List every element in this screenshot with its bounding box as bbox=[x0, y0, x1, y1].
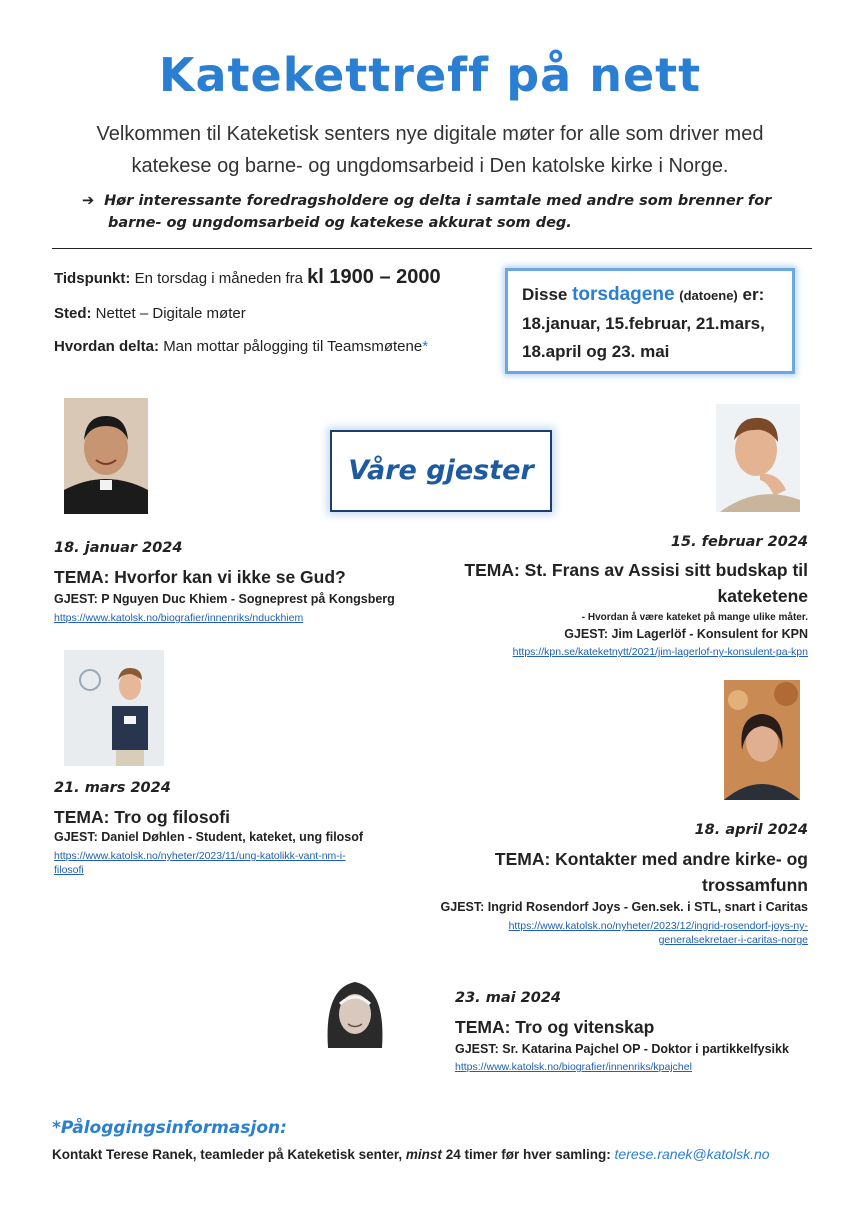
session-2-tema-line-2: kateketene bbox=[717, 586, 808, 606]
info-place-text: Nettet – Digitale møter bbox=[95, 305, 246, 322]
dates-prefix: Disse bbox=[522, 285, 568, 304]
session-4-date: 18. april 2024 bbox=[694, 822, 808, 838]
intro-line-2: katekese og barne- og ungdomsarbeid i Den katolske kirke i Norge. bbox=[131, 155, 729, 177]
guest-photo-5 bbox=[318, 968, 392, 1048]
session-1-link[interactable]: https://www.katolsk.no/biografier/innenriks/nduckhiem bbox=[54, 612, 304, 624]
session-4-link-line-2[interactable]: generalsekretaer-i-caritas-norge bbox=[658, 934, 808, 946]
highlight-line-2: barne- og ungdomsarbeid og katekese akkurat som deg. bbox=[108, 215, 572, 231]
highlight-text bbox=[82, 190, 802, 234]
info-time-label: Tidspunkt: bbox=[54, 270, 131, 287]
session-1-date: 18. januar 2024 bbox=[54, 540, 183, 556]
guests-heading: Våre gjester bbox=[330, 430, 552, 512]
session-4-tema bbox=[408, 846, 808, 898]
arrow-right-icon: ➔ bbox=[82, 193, 95, 209]
session-5-link[interactable]: https://www.katolsk.no/biografier/innenriks/kpajchel bbox=[455, 1061, 692, 1073]
guest-photo-1 bbox=[64, 398, 148, 514]
info-time-text: En torsdag i måneden fra bbox=[134, 270, 303, 287]
session-2-link[interactable]: https://kpn.se/kateketnytt/2021/jim-lagerlof-ny-konsulent-pa-kpn bbox=[512, 646, 808, 658]
session-3-link-line-2[interactable]: filosofi bbox=[54, 864, 84, 876]
session-3-link-line-1[interactable]: https://www.katolsk.no/nyheter/2023/11/ung-katolikk-vant-nm-i- bbox=[54, 850, 346, 862]
dates-highlight: torsdagene bbox=[572, 284, 675, 305]
info-how-star: * bbox=[422, 338, 429, 355]
session-5-gjest: GJEST: Sr. Katarina Pajchel OP - Doktor i partikkelfysikk bbox=[455, 1042, 789, 1056]
intro-line-1: Velkommen til Kateketisk senters nye digitale møter for alle som driver med bbox=[96, 123, 764, 145]
session-3-link[interactable] bbox=[54, 849, 346, 877]
info-place bbox=[54, 305, 246, 322]
session-5-date: 23. mai 2024 bbox=[455, 990, 562, 1006]
guest-photo-3 bbox=[64, 650, 164, 766]
guest-photo-2 bbox=[716, 404, 800, 512]
page-title: Katekettreff på nett bbox=[158, 48, 702, 102]
session-4-link[interactable] bbox=[509, 919, 808, 947]
footer-text-a: Kontakt Terese Ranek, teamleder på Kateketisk senter, bbox=[52, 1147, 403, 1162]
session-4-tema-line-2: trossamfunn bbox=[702, 875, 808, 895]
session-4-gjest: GJEST: Ingrid Rosendorf Joys - Gen.sek. i STL, snart i Caritas bbox=[440, 900, 808, 914]
footer-text-em: minst bbox=[405, 1147, 442, 1162]
dates-box bbox=[505, 268, 795, 374]
session-4-link-line-1[interactable]: https://www.katolsk.no/nyheter/2023/12/ingrid-rosendorf-joys-ny- bbox=[508, 920, 808, 932]
info-time-value: kl 1900 – 2000 bbox=[307, 266, 441, 288]
footer-text bbox=[52, 1146, 770, 1162]
session-2-tema bbox=[408, 557, 808, 609]
session-1-gjest: GJEST: P Nguyen Duc Khiem - Sogneprest på Kongsberg bbox=[54, 592, 395, 606]
session-2-gjest: GJEST: Jim Lagerlöf - Konsulent for KPN bbox=[564, 627, 808, 641]
session-3-gjest: GJEST: Daniel Døhlen - Student, kateket, ung filosof bbox=[54, 830, 364, 844]
session-3-date: 21. mars 2024 bbox=[54, 780, 171, 796]
info-how bbox=[54, 338, 428, 355]
footer-title: *Påloggingsinformasjon: bbox=[52, 1118, 287, 1138]
dates-line-3: 18.april og 23. mai bbox=[522, 342, 670, 361]
session-3-tema: TEMA: Tro og filosofi bbox=[54, 807, 230, 827]
divider bbox=[52, 248, 812, 249]
footer-text-b: 24 timer før hver samling: bbox=[445, 1147, 611, 1162]
session-4-tema-line-1: TEMA: Kontakter med andre kirke- og bbox=[494, 849, 808, 869]
guest-photo-4 bbox=[724, 680, 800, 800]
session-5-tema: TEMA: Tro og vitenskap bbox=[455, 1017, 655, 1037]
dates-line-2: 18.januar, 15.februar, 21.mars, bbox=[522, 314, 765, 333]
session-2-tema-line-1: TEMA: St. Frans av Assisi sitt budskap til bbox=[464, 560, 808, 580]
info-time bbox=[54, 266, 441, 289]
info-place-label: Sted: bbox=[54, 305, 92, 322]
footer-email-link[interactable]: terese.ranek@katolsk.no bbox=[614, 1146, 770, 1162]
dates-suffix: er: bbox=[742, 285, 765, 304]
highlight-line-1: Hør interessante foredragsholdere og delta i samtale med andre som brenner for bbox=[104, 193, 772, 209]
session-2-sub: - Hvordan å være kateket på mange ulike måter. bbox=[581, 612, 808, 623]
intro-text bbox=[40, 118, 820, 182]
session-2-date: 15. februar 2024 bbox=[670, 534, 808, 550]
info-how-text: Man mottar pålogging til Teamsmøtene bbox=[163, 338, 423, 355]
dates-paren: (datoene) bbox=[679, 288, 738, 303]
info-how-label: Hvordan delta: bbox=[54, 338, 160, 355]
session-1-tema: TEMA: Hvorfor kan vi ikke se Gud? bbox=[54, 567, 346, 587]
